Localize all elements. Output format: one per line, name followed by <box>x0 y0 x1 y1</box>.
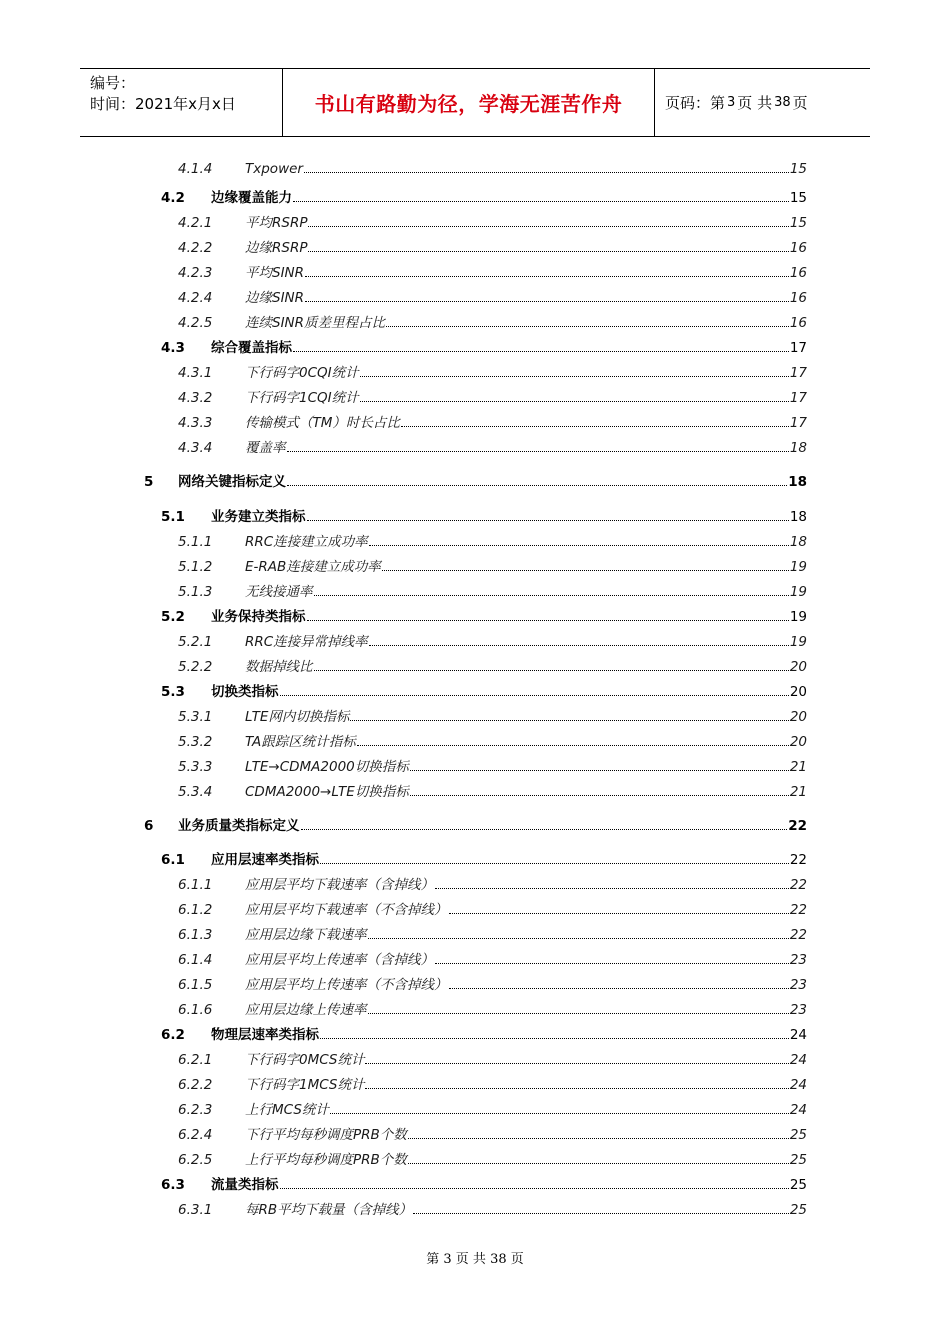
toc-entry-number: 5.2.2 <box>178 659 213 675</box>
toc-entry-number: 6.2.5 <box>178 1152 213 1168</box>
toc-entry-title: 下行码字0MCS统计 <box>245 1052 365 1068</box>
toc-entry-number: 5.1.2 <box>178 559 213 575</box>
toc-entry-page: 25 <box>789 1177 807 1193</box>
toc-entry-number: 6.2.4 <box>178 1127 213 1143</box>
toc-entry-title: 物理层速率类指标 <box>211 1027 319 1043</box>
toc-entry-title: 无线接通率 <box>245 584 313 600</box>
toc-entry[interactable] <box>178 386 807 406</box>
toc-entry-title: 网络关键指标定义 <box>178 474 286 490</box>
toc-entry-number: 5.1.1 <box>178 534 213 550</box>
toc-entry-page: 20 <box>789 734 807 750</box>
toc-entry-number: 4.2.4 <box>178 290 213 306</box>
toc-entry-title: 平均SINR <box>245 265 305 281</box>
footer-prefix: 第 <box>426 1252 440 1267</box>
toc-entry-page: 21 <box>789 759 807 775</box>
toc-entry-number: 6.1.6 <box>178 1002 213 1018</box>
toc-entry-page: 16 <box>789 265 807 281</box>
toc-entry[interactable] <box>178 286 807 306</box>
toc-entry[interactable] <box>161 505 807 525</box>
toc-entry-page: 18 <box>789 440 807 456</box>
toc-leader-dots <box>435 887 789 889</box>
toc-leader-dots <box>360 375 789 377</box>
toc-leader-dots <box>304 171 789 173</box>
toc-entry[interactable] <box>161 1023 807 1043</box>
toc-entry-number: 6.1.4 <box>178 952 213 968</box>
toc-entry-title: 业务保持类指标 <box>211 609 306 625</box>
toc-leader-dots <box>435 962 789 964</box>
page-header <box>80 68 870 137</box>
toc-entry[interactable] <box>178 755 807 775</box>
toc-leader-dots <box>301 828 788 830</box>
toc-entry-page: 19 <box>789 634 807 650</box>
toc-leader-dots <box>307 619 789 621</box>
toc-leader-dots <box>369 544 789 546</box>
toc-leader-dots <box>413 1212 789 1214</box>
header-page-prefix: 页码：第 <box>665 94 726 112</box>
toc-entry[interactable] <box>161 186 807 206</box>
toc-entry-number: 5 <box>144 474 154 490</box>
toc-entry[interactable] <box>178 873 807 893</box>
toc-entry-title: 应用层平均上传速率（含掉线） <box>245 952 434 968</box>
toc-entry-title: 流量类指标 <box>211 1177 279 1193</box>
toc-entry-page: 19 <box>789 559 807 575</box>
toc-leader-dots <box>320 862 789 864</box>
toc-leader-dots <box>449 912 789 914</box>
header-page-info <box>655 69 870 136</box>
toc-entry-number: 5.3.2 <box>178 734 213 750</box>
toc-entry-page: 22 <box>789 902 807 918</box>
toc-leader-dots <box>365 1062 788 1064</box>
toc-entry-title: LTE→CDMA2000切换指标 <box>245 759 409 775</box>
toc-entry-number: 6.1.5 <box>178 977 213 993</box>
toc-leader-dots <box>293 350 789 352</box>
toc-entry[interactable] <box>178 1073 807 1093</box>
toc-entry[interactable] <box>144 470 807 490</box>
toc-leader-dots <box>280 1187 789 1189</box>
toc-entry-title: LTE网内切换指标 <box>245 709 350 725</box>
toc-entry-number: 6.1.2 <box>178 902 213 918</box>
toc-entry[interactable] <box>178 530 807 550</box>
toc-entry-title: 应用层平均下载速率（含掉线） <box>245 877 434 893</box>
toc-entry-number: 4.3.2 <box>178 390 213 406</box>
toc-entry-title: RRC连接异常掉线率 <box>245 634 368 650</box>
toc-entry-number: 4.2.5 <box>178 315 213 331</box>
footer-mid: 页 共 <box>455 1252 486 1267</box>
toc-entry-title: 平均RSRP <box>245 215 308 231</box>
toc-entry-page: 22 <box>788 818 807 834</box>
toc-entry-page: 25 <box>789 1152 807 1168</box>
toc-entry-number: 4.2 <box>161 190 185 206</box>
toc-entry-number: 6.3.1 <box>178 1202 213 1218</box>
toc-entry[interactable] <box>178 161 807 177</box>
toc-leader-dots <box>369 644 789 646</box>
toc-leader-dots <box>307 519 789 521</box>
toc-entry-number: 4.2.2 <box>178 240 213 256</box>
toc-entry-number: 4.3.1 <box>178 365 213 381</box>
toc-entry-page: 22 <box>789 877 807 893</box>
toc-entry-page: 24 <box>789 1052 807 1068</box>
toc-entry[interactable] <box>178 1123 807 1143</box>
toc-entry-page: 18 <box>789 534 807 550</box>
toc-entry-title: 每RB平均下载量（含掉线） <box>245 1202 413 1218</box>
header-motto: 书山有路勤为径，学海无涯苦作舟 <box>314 92 623 116</box>
toc-entry[interactable] <box>178 1148 807 1168</box>
toc-entry-page: 17 <box>789 390 807 406</box>
toc-entry-page: 23 <box>789 952 807 968</box>
toc-leader-dots <box>382 569 789 571</box>
toc-leader-dots <box>365 1087 788 1089</box>
toc-entry-title: CDMA2000→LTE切换指标 <box>245 784 409 800</box>
toc-leader-dots <box>410 794 789 796</box>
toc-entry-page: 24 <box>789 1077 807 1093</box>
toc-entry-number: 6.1.1 <box>178 877 213 893</box>
toc-entry-page: 15 <box>789 190 807 206</box>
toc-leader-dots <box>305 300 789 302</box>
toc-entry-page: 20 <box>789 709 807 725</box>
toc-entry[interactable] <box>178 311 807 331</box>
document-code-label: 编号： <box>90 74 136 92</box>
toc-leader-dots <box>368 937 789 939</box>
toc-leader-dots <box>305 275 789 277</box>
toc-entry[interactable] <box>161 336 807 356</box>
toc-entry[interactable] <box>161 848 807 868</box>
toc-entry[interactable] <box>178 1198 807 1218</box>
toc-leader-dots <box>287 450 789 452</box>
toc-entry[interactable] <box>178 361 807 381</box>
toc-leader-dots <box>408 1162 789 1164</box>
toc-entry-title: 上行平均每秒调度PRB个数 <box>245 1152 407 1168</box>
toc-entry[interactable] <box>161 605 807 625</box>
toc-entry-title: 应用层平均下载速率（不含掉线） <box>245 902 448 918</box>
toc-entry-number: 5.1 <box>161 509 185 525</box>
toc-entry-page: 24 <box>789 1102 807 1118</box>
toc-entry-page: 25 <box>789 1127 807 1143</box>
toc-entry-title: RRC连接建立成功率 <box>245 534 368 550</box>
toc-entry[interactable] <box>178 973 807 993</box>
toc-entry[interactable] <box>178 1098 807 1118</box>
toc-leader-dots <box>314 594 789 596</box>
toc-leader-dots <box>410 769 789 771</box>
toc-entry-page: 23 <box>789 1002 807 1018</box>
toc-entry-title: 切换类指标 <box>211 684 279 700</box>
toc-leader-dots <box>360 400 789 402</box>
toc-entry-number: 6.2 <box>161 1027 185 1043</box>
toc-entry[interactable] <box>178 730 807 750</box>
toc-entry-page: 22 <box>789 927 807 943</box>
toc-entry-page: 15 <box>789 161 807 177</box>
toc-entry[interactable] <box>161 680 807 700</box>
toc-entry[interactable] <box>178 211 807 231</box>
toc-entry-number: 5.3.4 <box>178 784 213 800</box>
toc-entry[interactable] <box>178 580 807 600</box>
toc-entry-page: 24 <box>789 1027 807 1043</box>
toc-entry-number: 5.1.3 <box>178 584 213 600</box>
toc-leader-dots <box>280 694 789 696</box>
toc-entry-number: 4.3.3 <box>178 415 213 431</box>
toc-entry-number: 6.1 <box>161 852 185 868</box>
toc-entry-number: 5.3.3 <box>178 759 213 775</box>
toc-entry[interactable] <box>178 261 807 281</box>
toc-entry-title: 传输模式（TM）时长占比 <box>245 415 400 431</box>
toc-entry-page: 18 <box>789 509 807 525</box>
toc-entry-number: 5.3.1 <box>178 709 213 725</box>
toc-leader-dots <box>368 1012 789 1014</box>
header-motto-cell <box>282 69 655 136</box>
toc-entry-number: 4.1.4 <box>178 161 213 177</box>
toc-entry[interactable] <box>144 814 807 834</box>
toc-leader-dots <box>357 744 789 746</box>
toc-entry-page: 23 <box>789 977 807 993</box>
toc-entry-number: 5.2.1 <box>178 634 213 650</box>
toc-entry-page: 19 <box>789 609 807 625</box>
toc-entry-title: 应用层边缘上传速率 <box>245 1002 367 1018</box>
toc-entry-title: 综合覆盖指标 <box>211 340 292 356</box>
document-time-label: 时间：2021年x月x日 <box>90 95 236 113</box>
toc-entry-number: 6 <box>144 818 154 834</box>
toc-leader-dots <box>287 484 787 486</box>
footer-page-total: 38 <box>490 1252 507 1267</box>
toc-entry-number: 4.3.4 <box>178 440 213 456</box>
toc-entry-page: 16 <box>789 315 807 331</box>
toc-entry-page: 17 <box>789 415 807 431</box>
footer-page-number: 3 <box>443 1252 452 1267</box>
toc-entry[interactable] <box>178 436 807 456</box>
toc-entry-title: 下行码字0CQI统计 <box>245 365 359 381</box>
toc-entry-title: 连续SINR质差里程占比 <box>245 315 386 331</box>
toc-entry-page: 17 <box>789 340 807 356</box>
toc-entry-title: 覆盖率 <box>245 440 286 456</box>
toc-entry-number: 4.3 <box>161 340 185 356</box>
toc-entry-page: 17 <box>789 365 807 381</box>
toc-entry-page: 16 <box>789 240 807 256</box>
toc-entry-title: 应用层边缘下载速率 <box>245 927 367 943</box>
toc-entry[interactable] <box>178 555 807 575</box>
toc-leader-dots <box>314 669 789 671</box>
toc-entry-title: 下行平均每秒调度PRB个数 <box>245 1127 407 1143</box>
header-page-mid: 页 共 <box>737 94 773 112</box>
toc-entry-title: 边缘RSRP <box>245 240 308 256</box>
toc-entry-number: 6.2.1 <box>178 1052 213 1068</box>
toc-entry-title: 边缘SINR <box>245 290 305 306</box>
header-meta <box>80 69 282 136</box>
toc-entry[interactable] <box>178 705 807 725</box>
toc-entry-title: TA跟踪区统计指标 <box>245 734 356 750</box>
toc-entry-title: 边缘覆盖能力 <box>211 190 292 206</box>
toc-entry-page: 16 <box>789 290 807 306</box>
toc-leader-dots <box>330 1112 789 1114</box>
toc-entry-page: 20 <box>789 684 807 700</box>
toc-entry-title: 业务建立类指标 <box>211 509 306 525</box>
toc-entry[interactable] <box>178 780 807 800</box>
toc-entry-page: 18 <box>788 474 807 490</box>
toc-entry[interactable] <box>178 998 807 1018</box>
toc-entry-title: E-RAB连接建立成功率 <box>245 559 381 575</box>
toc-entry-page: 19 <box>789 584 807 600</box>
toc-leader-dots <box>308 250 788 252</box>
toc-entry-number: 6.2.3 <box>178 1102 213 1118</box>
toc-entry-page: 25 <box>789 1202 807 1218</box>
toc-entry-number: 6.2.2 <box>178 1077 213 1093</box>
toc-entry-number: 5.3 <box>161 684 185 700</box>
toc-entry[interactable] <box>178 1048 807 1068</box>
toc-entry-page: 20 <box>789 659 807 675</box>
toc-leader-dots <box>401 425 789 427</box>
toc-entry[interactable] <box>178 411 807 431</box>
toc-entry[interactable] <box>178 948 807 968</box>
toc-entry[interactable] <box>178 923 807 943</box>
toc-entry-title: 应用层速率类指标 <box>211 852 319 868</box>
toc-entry[interactable] <box>178 630 807 650</box>
toc-entry-number: 6.3 <box>161 1177 185 1193</box>
toc-entry-number: 4.2.3 <box>178 265 213 281</box>
header-page-suffix: 页 <box>792 94 808 112</box>
toc-entry[interactable] <box>178 655 807 675</box>
toc-entry-title: 数据掉线比 <box>245 659 313 675</box>
toc-entry-number: 6.1.3 <box>178 927 213 943</box>
toc-entry[interactable] <box>161 1173 807 1193</box>
toc-entry-title: 上行MCS统计 <box>245 1102 329 1118</box>
toc-entry-title: 下行码字1MCS统计 <box>245 1077 365 1093</box>
toc-entry-number: 5.2 <box>161 609 185 625</box>
toc-entry-number: 4.2.1 <box>178 215 213 231</box>
toc-entry-title: Txpower <box>245 161 303 177</box>
toc-entry-title: 应用层平均上传速率（不含掉线） <box>245 977 448 993</box>
toc-leader-dots <box>408 1137 789 1139</box>
toc-entry-title: 业务质量类指标定义 <box>178 818 300 834</box>
footer-suffix: 页 <box>510 1252 524 1267</box>
page-footer <box>0 1248 950 1267</box>
toc-leader-dots <box>350 719 788 721</box>
toc-leader-dots <box>386 325 789 327</box>
toc-leader-dots <box>320 1037 789 1039</box>
toc-entry[interactable] <box>178 898 807 918</box>
toc-leader-dots <box>449 987 789 989</box>
header-page-number: 3 <box>727 95 736 110</box>
toc-entry-title: 下行码字1CQI统计 <box>245 390 359 406</box>
toc-entry-page: 22 <box>789 852 807 868</box>
toc-leader-dots <box>308 225 788 227</box>
header-page-total: 38 <box>774 95 791 110</box>
toc-entry-page: 21 <box>789 784 807 800</box>
toc-leader-dots <box>293 200 789 202</box>
toc-entry[interactable] <box>178 236 807 256</box>
toc-entry-page: 15 <box>789 215 807 231</box>
